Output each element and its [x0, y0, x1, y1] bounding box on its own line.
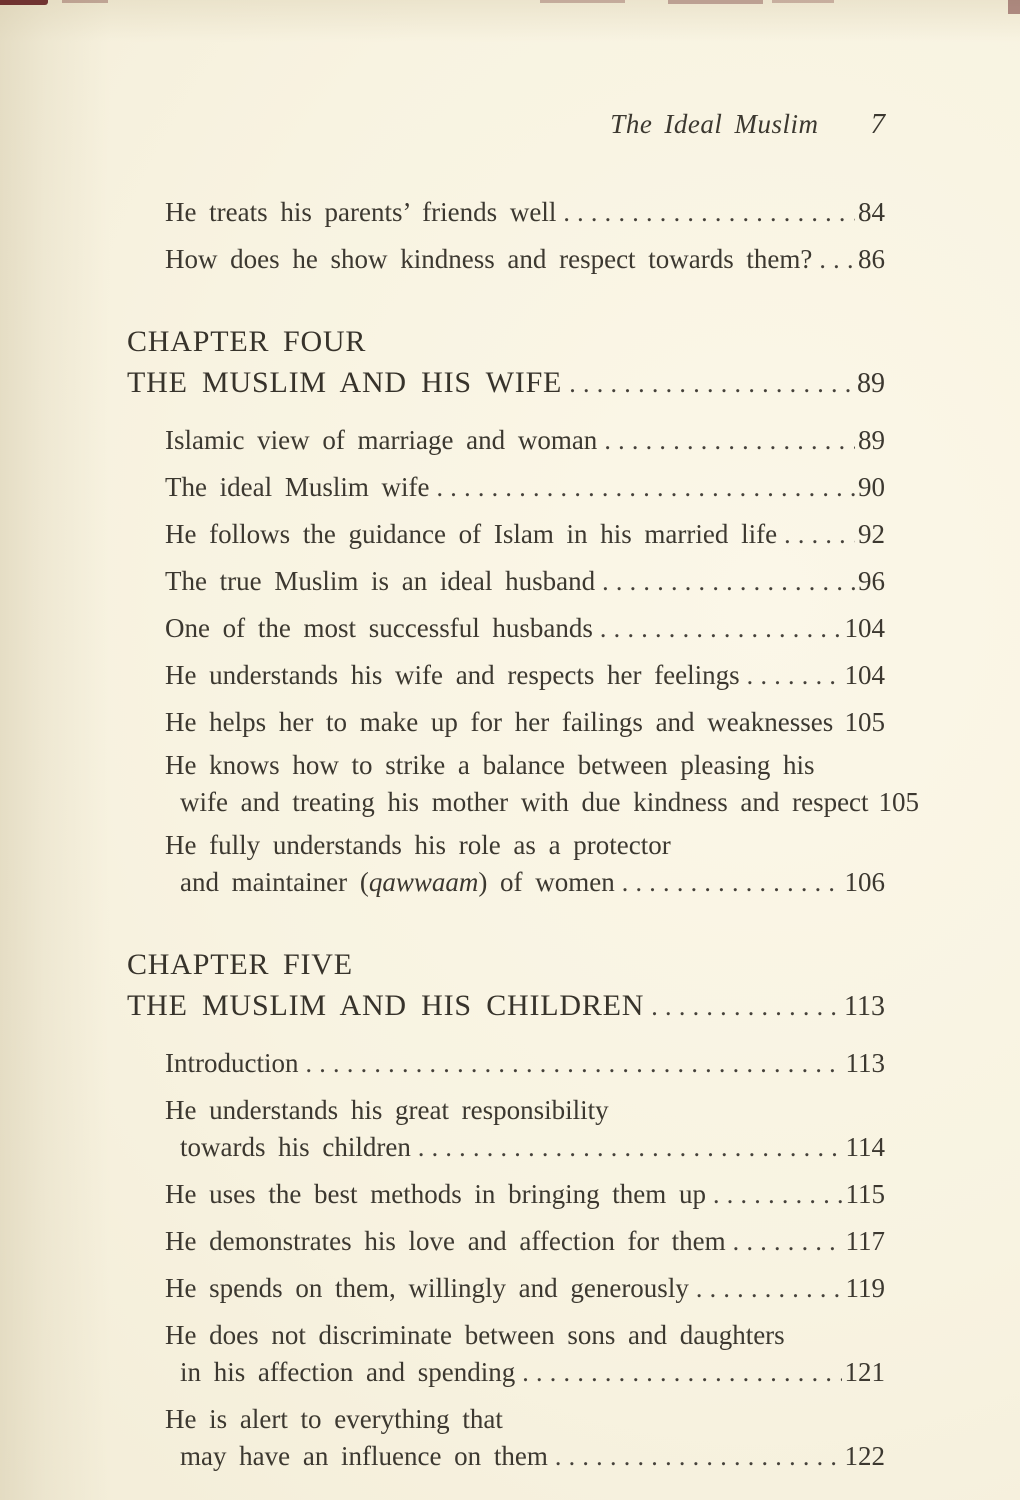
toc-entry-title: He treats his parents’ friends well [165, 197, 557, 227]
toc-entry [165, 197, 885, 232]
toc-entry-page: 84 [858, 197, 885, 227]
chapter-label: CHAPTER FIVE [127, 948, 353, 981]
chapter-title: THE MUSLIM AND HIS WIFE [127, 366, 563, 399]
dot-leader [733, 1226, 843, 1261]
toc-entry-title-line2: wife and treating his mother with due kindness and respect [180, 787, 869, 817]
toc-entry-page: 106 [844, 867, 885, 897]
dot-leader [555, 1441, 842, 1476]
dot-leader [604, 425, 855, 460]
toc-entry [165, 613, 885, 648]
dot-leader [819, 244, 855, 279]
toc-entry-page: 104 [844, 660, 885, 690]
toc-entry [165, 519, 885, 554]
dot-leader [305, 1048, 842, 1083]
toc-entry-title: The true Muslim is an ideal husband [165, 566, 596, 596]
toc-entry-title: He spends on them, willingly and generously [165, 1273, 689, 1303]
toc-entry-title: He helps her to make up for her failings and weaknesses [165, 707, 834, 737]
dot-leader [418, 1132, 843, 1167]
toc-entry [165, 1048, 885, 1083]
toc-entry [165, 1273, 885, 1308]
chapter-page: 113 [844, 991, 885, 1022]
toc-entry-title: The ideal Muslim wife [165, 472, 430, 502]
toc-entry [165, 830, 885, 902]
toc-entry [165, 472, 885, 507]
page-number: 7 [870, 108, 885, 140]
toc-entry-page: 114 [845, 1132, 885, 1162]
toc-entry-title: He uses the best methods in bringing them up [165, 1179, 706, 1209]
chapter-title: THE MUSLIM AND HIS CHILDREN [127, 989, 645, 1022]
toc-entry-page: 96 [858, 566, 885, 596]
dot-leader [563, 197, 855, 232]
scan-artifact [62, 0, 108, 3]
toc-entry-title: He understands his wife and respects her feelings [165, 660, 740, 690]
toc-entry-title-line2: may have an influence on them [180, 1441, 548, 1471]
dot-leader [696, 1273, 843, 1308]
dot-leader [622, 867, 842, 902]
toc-entry-title-line1: He knows how to strike a balance between pleasing his [165, 750, 815, 780]
toc-entry [165, 1179, 885, 1214]
toc-entry [165, 244, 885, 279]
toc-entry [165, 425, 885, 460]
toc-entry-title: He demonstrates his love and affection for them [165, 1226, 726, 1256]
dot-leader [713, 1179, 843, 1214]
toc-entry-page: 89 [858, 425, 885, 455]
dot-leader [600, 613, 842, 648]
toc-chapter [127, 944, 885, 1031]
toc-entry-page: 104 [844, 613, 885, 643]
toc-entry-page: 105 [878, 787, 920, 817]
toc-entry-title-line1: He fully understands his role as a protector [165, 830, 671, 860]
toc-entry-title: Introduction [165, 1048, 299, 1078]
toc-entry [165, 1320, 885, 1392]
toc-entry-page: 115 [845, 1179, 885, 1209]
toc-entry [165, 1095, 885, 1167]
dot-leader [569, 363, 854, 408]
chapter-page: 89 [857, 368, 885, 399]
toc-entry-page: 90 [858, 472, 885, 502]
scan-artifact [1008, 0, 1020, 14]
toc-entry-title-line1: He understands his great responsibility [165, 1095, 609, 1125]
toc-entry [165, 1404, 885, 1476]
scan-artifact [772, 0, 834, 3]
toc-entry [165, 750, 920, 818]
italic-term: qawwaam [368, 867, 479, 897]
toc-entry-page: 119 [845, 1273, 885, 1303]
text-segment: and maintainer ( [180, 867, 369, 897]
text-segment: ) of women [478, 867, 615, 897]
toc-entry-page: 92 [858, 519, 885, 549]
scan-artifact [668, 0, 763, 4]
dot-leader [651, 986, 841, 1031]
toc-entry-title-line2: in his affection and spending [180, 1357, 516, 1387]
toc-entry-page: 122 [844, 1441, 885, 1471]
toc-entry [165, 707, 885, 738]
toc-entry-title: One of the most successful husbands [165, 613, 593, 643]
toc-entry-title-line2: towards his children [180, 1132, 411, 1162]
toc-entry-title: Islamic view of marriage and woman [165, 425, 598, 455]
toc-entry-page: 117 [845, 1226, 885, 1256]
book-title: The Ideal Muslim [610, 109, 819, 139]
toc-entry-title-line2 [180, 867, 615, 898]
toc-entry-page: 121 [844, 1357, 885, 1387]
scan-artifact [540, 0, 625, 3]
chapter-label: CHAPTER FOUR [127, 325, 367, 358]
running-header [127, 108, 885, 141]
dot-leader [784, 519, 855, 554]
dot-leader [522, 1357, 841, 1392]
toc-chapter [127, 321, 885, 408]
toc-entry-page: 113 [845, 1048, 885, 1078]
toc-entry [165, 566, 885, 601]
toc-entry [165, 660, 885, 695]
toc-entry-title: He follows the guidance of Islam in his married life [165, 519, 778, 549]
dot-leader [602, 566, 855, 601]
scan-artifact [0, 0, 48, 5]
toc-entry-title-line1: He is alert to everything that [165, 1404, 503, 1434]
toc-entry-title: How does he show kindness and respect towards them? [165, 244, 813, 274]
toc-entry-page: 86 [858, 244, 885, 274]
toc-entry-page: 105 [844, 707, 885, 737]
dot-leader [747, 660, 842, 695]
dot-leader [437, 472, 855, 507]
toc-entry-title-line1: He does not discriminate between sons and daughters [165, 1320, 785, 1350]
toc-entry [165, 1226, 885, 1261]
